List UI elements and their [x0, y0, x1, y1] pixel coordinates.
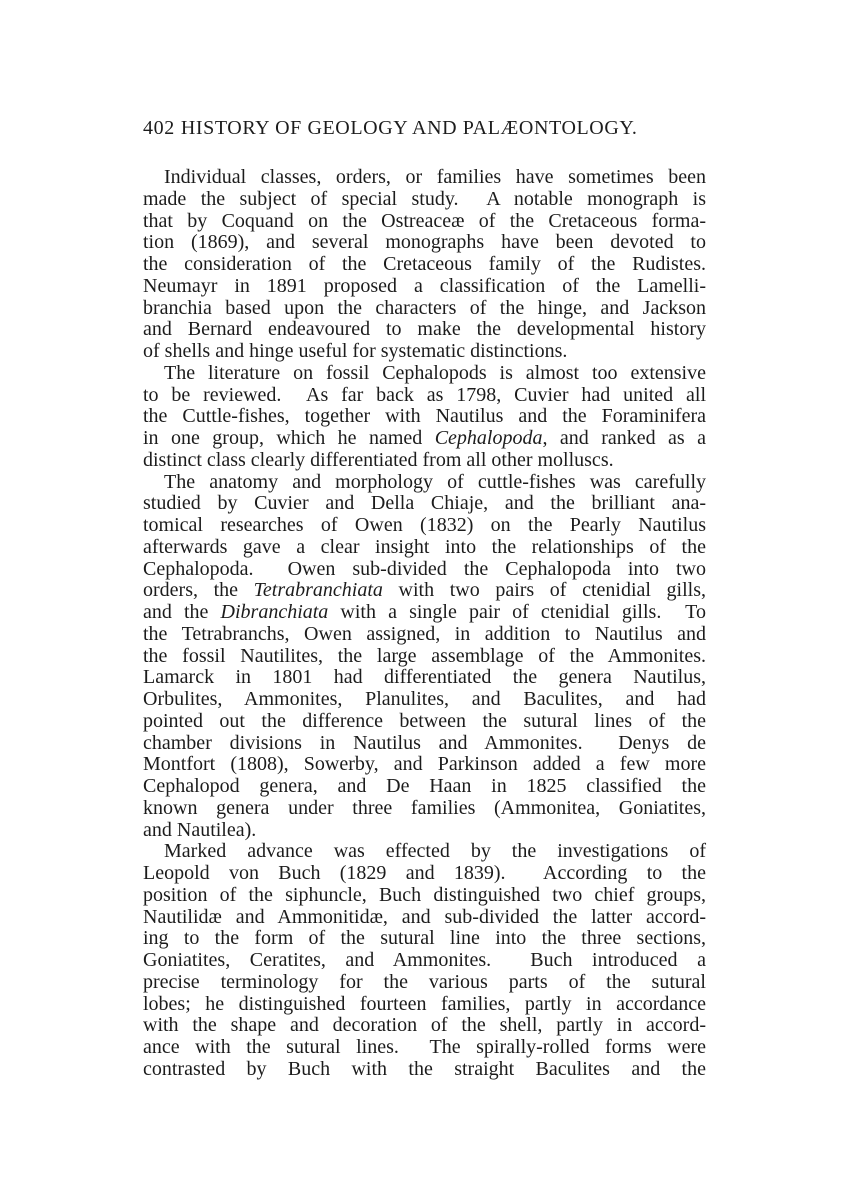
text-run: Cephalopod genera, and De Haan in 1825 classified the: [143, 775, 706, 797]
text-run: to be reviewed. As far back as 1798, Cuvier had united all: [143, 383, 706, 406]
text-line: [143, 189, 706, 211]
text-line: [143, 385, 706, 407]
text-line: [143, 754, 706, 776]
text-line: [143, 841, 706, 863]
text-run: the fossil Nautilites, the large assemblage of the Ammonites.: [143, 644, 706, 667]
text-line: [143, 667, 706, 689]
text-run: distinct class clearly differentiated from all other molluscs.: [143, 448, 614, 471]
text-line: [143, 254, 706, 276]
text-line: [143, 450, 706, 472]
text-line: [143, 319, 706, 341]
text-run: Marked advance was effected by the investigations of: [164, 840, 706, 863]
text-run: , and ranked as a: [542, 427, 706, 449]
text-run: and Nautilea).: [143, 818, 257, 841]
text-line: [143, 428, 706, 450]
text-run: lobes; he distinguished fourteen families, partly in accordance: [143, 992, 706, 1015]
text-line: [143, 406, 706, 428]
text-run: The literature on fossil Cephalopods is almost too extensive: [164, 361, 706, 384]
text-run: of shells and hinge useful for systematic distinctions.: [143, 340, 568, 362]
text-line: [143, 515, 706, 537]
text-run: afterwards gave a clear insight into the relationships of the: [143, 535, 706, 558]
text-run: The anatomy and morphology of cuttle-fishes was carefully: [164, 470, 706, 493]
italic-term: Cephalopoda: [434, 427, 543, 449]
running-title: HISTORY OF GEOLOGY AND PALÆONTOLOGY.: [180, 117, 638, 139]
text-line: [143, 276, 706, 298]
text-line: [143, 711, 706, 733]
text-line: [143, 994, 706, 1016]
text-line: [143, 689, 706, 711]
text-run: precise terminology for the various parts of the sutural: [143, 970, 706, 993]
italic-term: Tetrabranchiata: [253, 579, 383, 602]
text-run: branchia based upon the characters of the hinge, and Jackson: [143, 296, 706, 319]
text-run: Cephalopoda. Owen sub-divided the Cephalopoda into two: [143, 557, 706, 580]
italic-term: Dibranchiata: [220, 601, 329, 623]
text-run: contrasted by Buch with the straight Baculites and the: [143, 1057, 706, 1080]
text-run: the Cuttle-fishes, together with Nautilus and the Foraminifera: [143, 405, 706, 428]
text-run: position of the siphuncle, Buch distinguished two chief groups,: [143, 883, 706, 906]
text-run: Neumayr in 1891 proposed a classification of the Lamelli-: [143, 274, 706, 297]
text-run: Lamarck in 1801 had differentiated the genera Nautilus,: [143, 666, 706, 689]
text-line: [143, 798, 706, 820]
text-run: with a single pair of ctenidial gills. To: [328, 601, 707, 623]
text-line: [143, 950, 706, 972]
text-line: [143, 972, 706, 994]
text-line: [143, 493, 706, 515]
text-run: the Tetrabranchs, Owen assigned, in addition to Nautilus and: [143, 622, 706, 645]
text-line: [143, 363, 706, 385]
text-run: with two pairs of ctenidial gills,: [382, 579, 706, 602]
text-line: [143, 341, 706, 363]
text-run: Nautilidæ and Ammonitidæ, and sub-divided the latter accord-: [143, 905, 706, 928]
text-run: Leopold von Buch (1829 and 1839). According to the: [143, 862, 706, 884]
body-text: [143, 167, 706, 1081]
text-run: and Bernard endeavoured to make the developmental history: [143, 318, 706, 341]
text-line: [143, 537, 706, 559]
text-line: [143, 646, 706, 668]
text-run: ing to the form of the sutural line into the three sections,: [143, 927, 706, 950]
text-run: tomical researches of Owen (1832) on the Pearly Nautilus: [143, 514, 706, 536]
text-run: chamber divisions in Nautilus and Ammonites. Denys de: [143, 731, 706, 754]
text-run: in one group, which he named: [143, 427, 435, 449]
text-line: [143, 863, 706, 885]
text-line: [143, 1059, 706, 1081]
text-line: [143, 733, 706, 755]
text-run: Goniatites, Ceratites, and Ammonites. Buch introduced a: [143, 949, 706, 971]
text-line: [143, 602, 706, 624]
text-run: Individual classes, orders, or families have sometimes been: [164, 166, 706, 188]
text-run: pointed out the difference between the sutural lines of the: [143, 709, 706, 732]
text-line: [143, 907, 706, 929]
text-run: known genera under three families (Ammonitea, Goniatites,: [143, 796, 706, 819]
text-line: [143, 624, 706, 646]
text-line: [143, 1037, 706, 1059]
page-number: 402: [143, 117, 175, 139]
text-line: [143, 232, 706, 254]
text-line: [143, 559, 706, 581]
text-line: [143, 472, 706, 494]
text-line: [143, 298, 706, 320]
text-line: [143, 580, 706, 602]
text-run: studied by Cuvier and Della Chiaje, and the brilliant ana-: [143, 492, 706, 515]
text-line: [143, 820, 706, 842]
text-run: ance with the sutural lines. The spirally-rolled forms were: [143, 1036, 706, 1058]
text-run: orders, the: [143, 579, 254, 602]
text-run: tion (1869), and several monographs have been devoted to: [143, 231, 706, 254]
text-line: [143, 928, 706, 950]
text-line: [143, 776, 706, 798]
text-line: [143, 885, 706, 907]
text-line: [143, 211, 706, 233]
text-line: [143, 167, 706, 189]
text-run: made the subject of special study. A notable monograph is: [143, 187, 706, 210]
text-run: Montfort (1808), Sowerby, and Parkinson added a few more: [143, 753, 706, 776]
text-run: with the shape and decoration of the shell, partly in accord-: [143, 1014, 706, 1037]
running-head: [143, 117, 637, 140]
text-run: Orbulites, Ammonites, Planulites, and Baculites, and had: [143, 688, 706, 710]
text-line: [143, 1015, 706, 1037]
text-run: the consideration of the Cretaceous family of the Rudistes.: [143, 253, 706, 275]
text-run: that by Coquand on the Ostreaceæ of the Cretaceous forma-: [143, 209, 706, 232]
text-run: and the: [143, 601, 221, 623]
